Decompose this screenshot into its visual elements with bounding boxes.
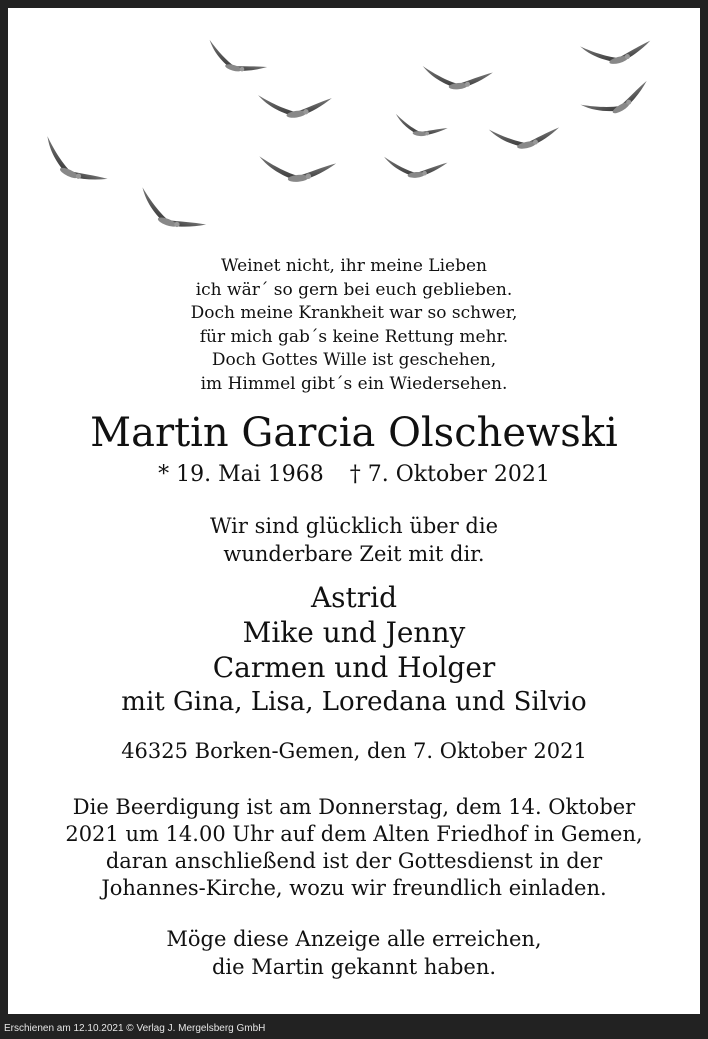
seagull-icon	[580, 70, 653, 127]
seagull-icon	[203, 40, 270, 79]
seagull-icon	[36, 136, 113, 192]
place-date: 46325 Borken-Gemen, den 7. Oktober 2021	[121, 739, 587, 763]
seagull-icon	[384, 151, 449, 180]
mourner-name: Carmen und Holger	[212, 651, 496, 684]
poem	[8, 255, 700, 396]
seagull-icon	[258, 85, 334, 122]
thanks-line: wunderbare Zeit mit dir.	[223, 542, 485, 566]
obituary-card	[8, 8, 700, 1014]
funeral-line: daran anschließend ist der Gottesdienst in der	[105, 849, 603, 873]
thanks-text	[8, 512, 700, 568]
mourner-name: Mike und Jenny	[242, 616, 466, 649]
closing-line: Möge diese Anzeige alle erreichen,	[166, 927, 542, 951]
poem-line: für mich gab´s keine Rettung mehr.	[199, 326, 509, 347]
funeral-line: Die Beerdigung ist am Donnerstag, dem 14. Oktober	[72, 795, 636, 819]
poem-line: Weinet nicht, ihr meine Lieben	[221, 256, 487, 276]
poem-line: im Himmel gibt´s ein Wiedersehen.	[200, 373, 508, 394]
funeral-line: 2021 um 14.00 Uhr auf dem Alten Friedhof in Gemen,	[65, 822, 643, 846]
poem-line: Doch meine Krankheit war so schwer,	[190, 303, 518, 323]
funeral-notice	[8, 794, 700, 902]
mourner-name: Astrid	[310, 581, 398, 614]
seagull-icon	[423, 60, 494, 92]
poem-line: ich wär´ so gern bei euch geblieben.	[195, 279, 513, 300]
seagulls-illustration	[8, 8, 700, 248]
death-date: † 7. Oktober 2021	[349, 462, 550, 487]
seagull-icon	[489, 115, 562, 155]
mourners-list	[8, 580, 700, 720]
publication-footer: Erschienen am 12.10.2021 © Verlag J. Mergelsberg GmbH	[4, 1023, 266, 1034]
life-dates	[8, 461, 700, 489]
thanks-line: Wir sind glücklich über die	[209, 514, 499, 538]
seagull-icon	[133, 187, 211, 238]
closing-text	[8, 925, 700, 981]
seagull-icon	[580, 28, 654, 71]
closing-line: die Martin gekannt haben.	[211, 955, 497, 979]
birth-date: * 19. Mai 1968	[158, 462, 324, 487]
seagull-icon	[394, 114, 448, 139]
deceased-name: Martin Garcia Olschewski	[90, 410, 618, 456]
funeral-line: Johannes-Kirche, wozu wir freundlich einladen.	[101, 876, 607, 900]
seagull-icon	[259, 150, 337, 185]
poem-line: Doch Gottes Wille ist geschehen,	[211, 350, 497, 370]
mourner-name: mit Gina, Lisa, Loredana und Silvio	[121, 687, 587, 717]
